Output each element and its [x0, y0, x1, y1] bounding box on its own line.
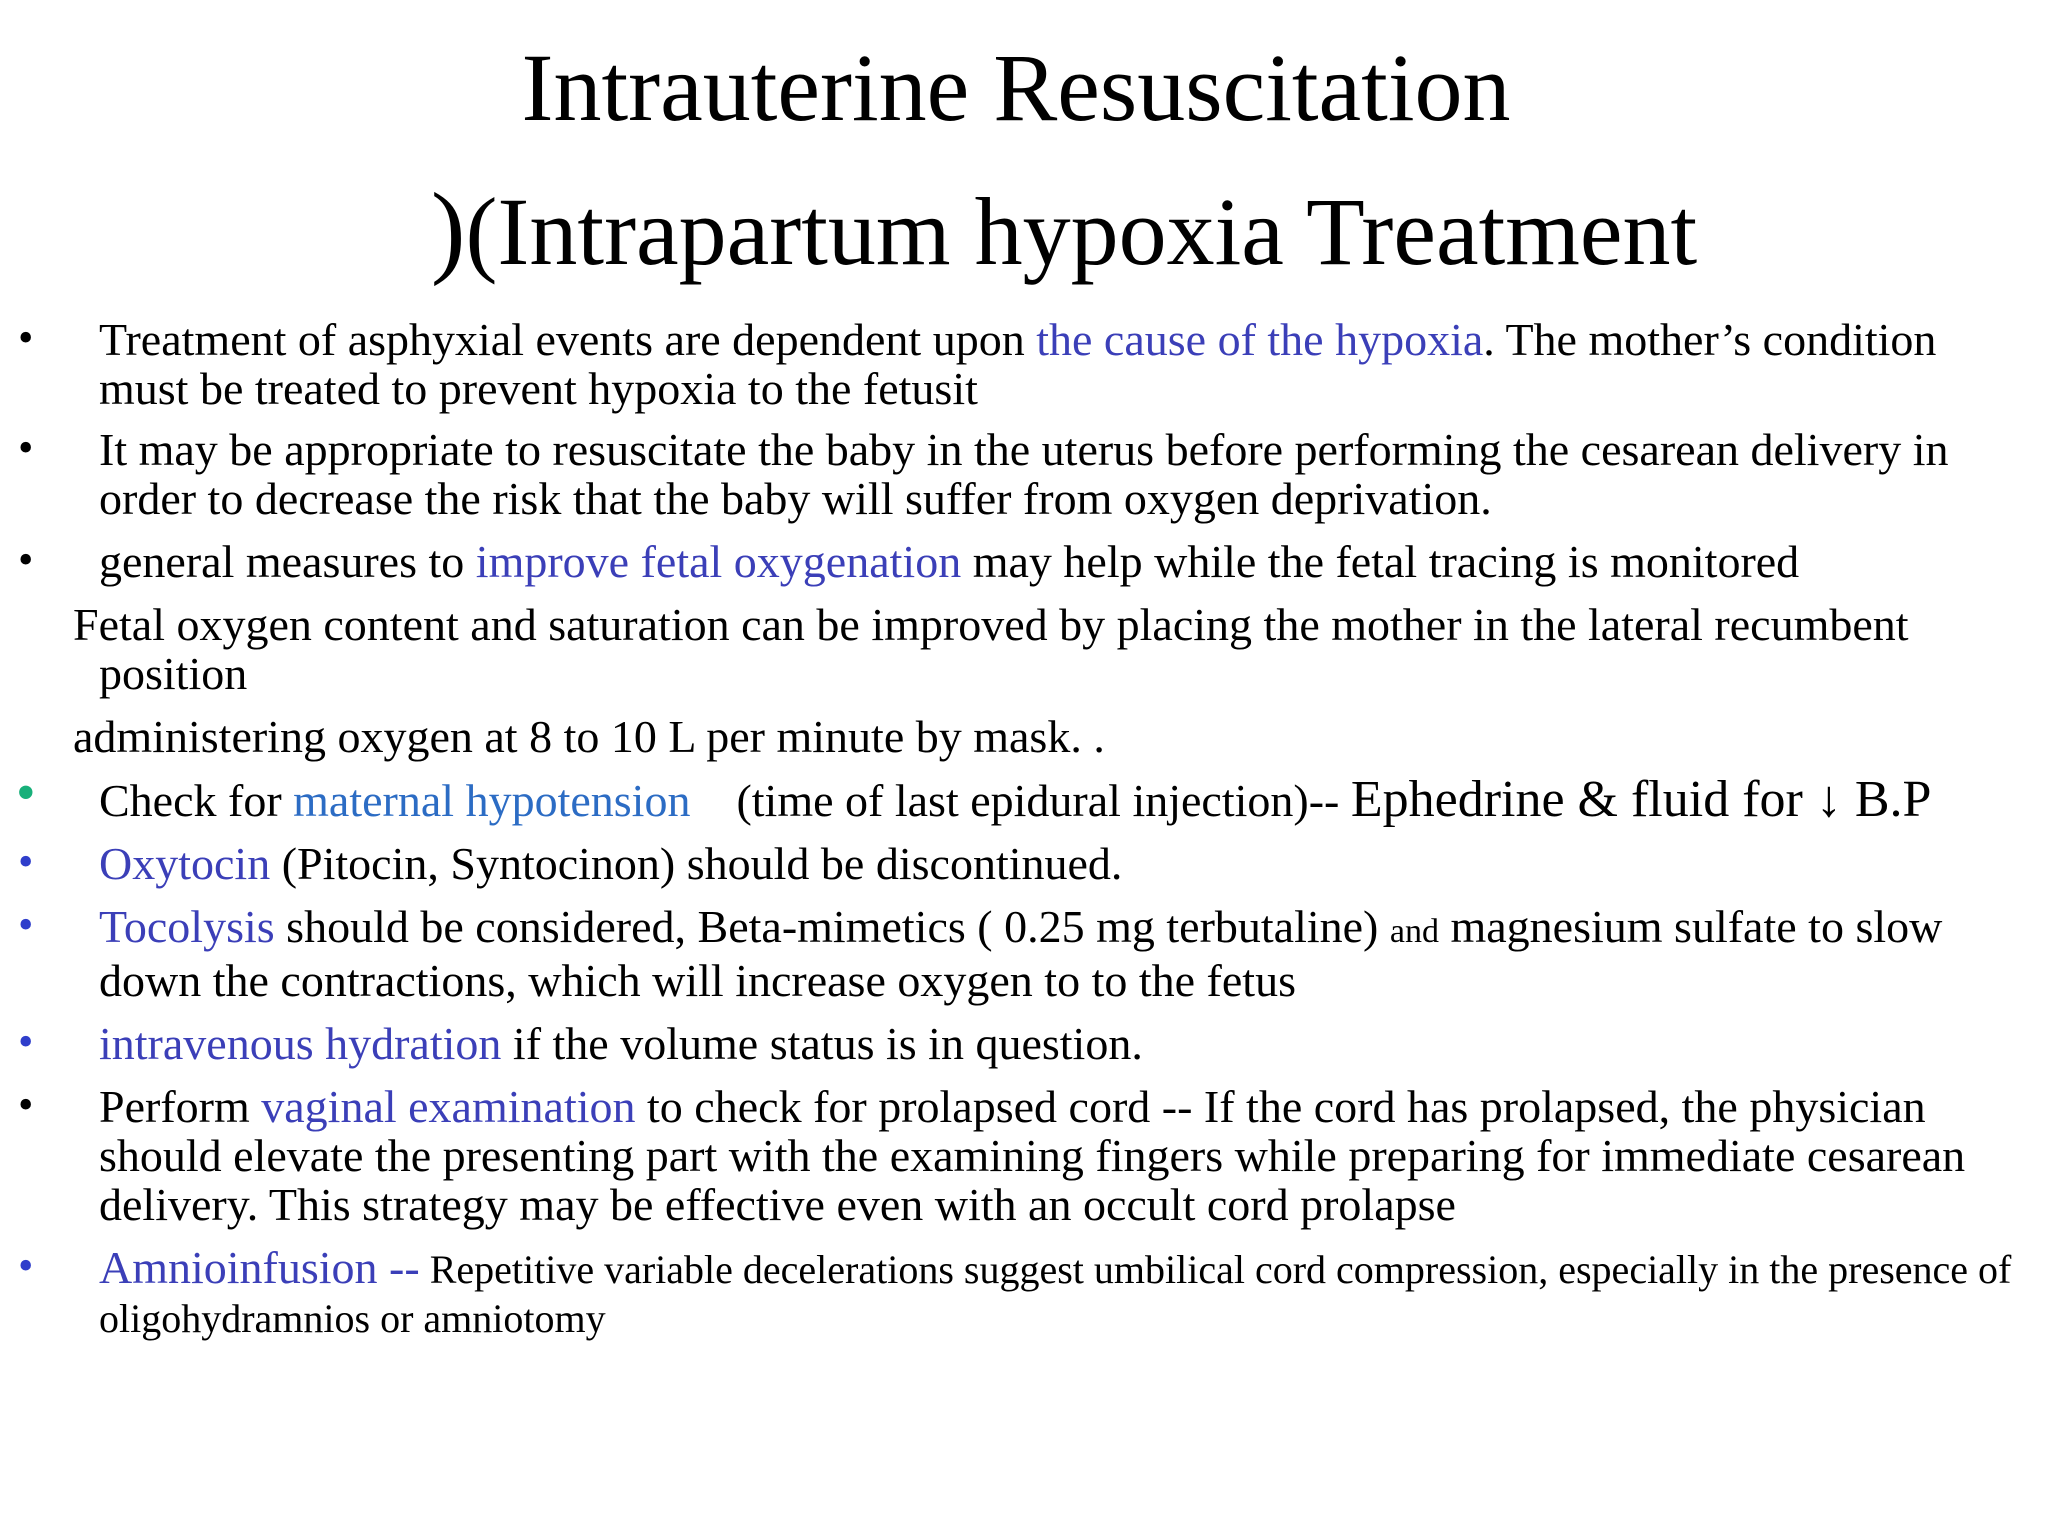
sub-line-2: administering oxygen at 8 to 10 L per minute by mask. .: [73, 711, 1105, 762]
bullet-text: (Pitocin, Syntocinon) should be discontinued.: [270, 838, 1123, 889]
bullet-text: . The mother’s condition must be treated to prevent hypoxia to the fetusit: [99, 314, 1937, 414]
bullet-emphasis-text: Ephedrine & fluid for ↓ B.P: [1350, 771, 1932, 828]
bullet-text: (time of last epidural injection)--: [690, 775, 1351, 826]
bullet-item-8: [0, 1082, 2048, 1229]
bullet-dot: •: [18, 1080, 34, 1129]
bullet-text: to check for prolapsed cord -- If the cord has prolapsed, the physician should elevate the presenting part with the examining fingers while preparing for immediate cesarean delivery. This strategy may be effective even with an occult cord prolapse: [99, 1081, 1966, 1230]
bullet-text: Repetitive variable decelerations suggest umbilical cord compression, especially in the presence of oligohydramnios or amniotomy: [99, 1247, 2012, 1341]
title-subtitle-text: (Intrapartum hypoxia Treatment: [465, 178, 1698, 285]
bullet-small-text: and: [1389, 913, 1439, 950]
highlight-text: intravenous hydration: [99, 1018, 502, 1069]
slide-title-line-1: Intrauterine Resuscitation: [521, 34, 1511, 141]
bullet-list: [0, 315, 2048, 1355]
bullet-dot: •: [16, 762, 36, 824]
bullet-dot: •: [18, 900, 34, 949]
bullet-text: may help while the fetal tracing is monitored: [961, 536, 1800, 587]
highlight-text: maternal hypotension: [293, 775, 691, 826]
bullet-text: magnesium sulfate to slow down the contractions, which will increase oxygen to to the fetus: [99, 901, 1943, 1006]
bullet-item-1: [0, 315, 2048, 413]
sub-line-1: Fetal oxygen content and saturation can be improved by placing the mother in the lateral recumbent position: [73, 599, 1909, 699]
highlight-text: Oxytocin: [99, 838, 271, 889]
bullet-text: Check for: [99, 775, 294, 826]
bullet-dot: •: [18, 313, 34, 362]
highlight-text: Amnioinfusion --: [99, 1242, 420, 1293]
bullet-text: Perform: [99, 1081, 262, 1132]
bullet-dot: •: [18, 1017, 34, 1066]
bullet-item-3: [0, 537, 2048, 586]
bullet-text: Treatment of asphyxial events are dependent upon: [99, 314, 1037, 365]
slide-title-line-2: [40, 172, 2048, 287]
bullet-dot: •: [18, 837, 34, 886]
bullet-text: if the volume status is in question.: [501, 1018, 1143, 1069]
highlight-text: vaginal examination: [261, 1081, 636, 1132]
bullet-text: It may be appropriate to resuscitate the baby in the uterus before performing the cesarean delivery in order to decrease the risk that the baby will suffer from oxygen deprivation.: [99, 424, 1949, 524]
bullet-item-2: [0, 425, 2048, 523]
bullet-text: general measures to: [99, 536, 476, 587]
bullet-dot: •: [18, 535, 34, 584]
bullet-item-5: [0, 839, 2048, 888]
bullet-dot: •: [18, 423, 34, 472]
bullet-dot: •: [18, 1241, 34, 1290]
highlight-text: the cause of the hypoxia: [1036, 314, 1484, 365]
bullet-item-4: [0, 762, 2048, 828]
bullet-item-9: [0, 1243, 2048, 1341]
title-paren: ): [430, 172, 466, 287]
bullet-item-6: [0, 902, 2048, 1005]
bullet-text: should be considered, Beta-mimetics ( 0.25 mg terbutaline): [274, 901, 1390, 952]
bullet-item-7: [0, 1019, 2048, 1068]
highlight-text: improve fetal oxygenation: [475, 536, 962, 587]
highlight-text: Tocolysis: [99, 901, 275, 952]
